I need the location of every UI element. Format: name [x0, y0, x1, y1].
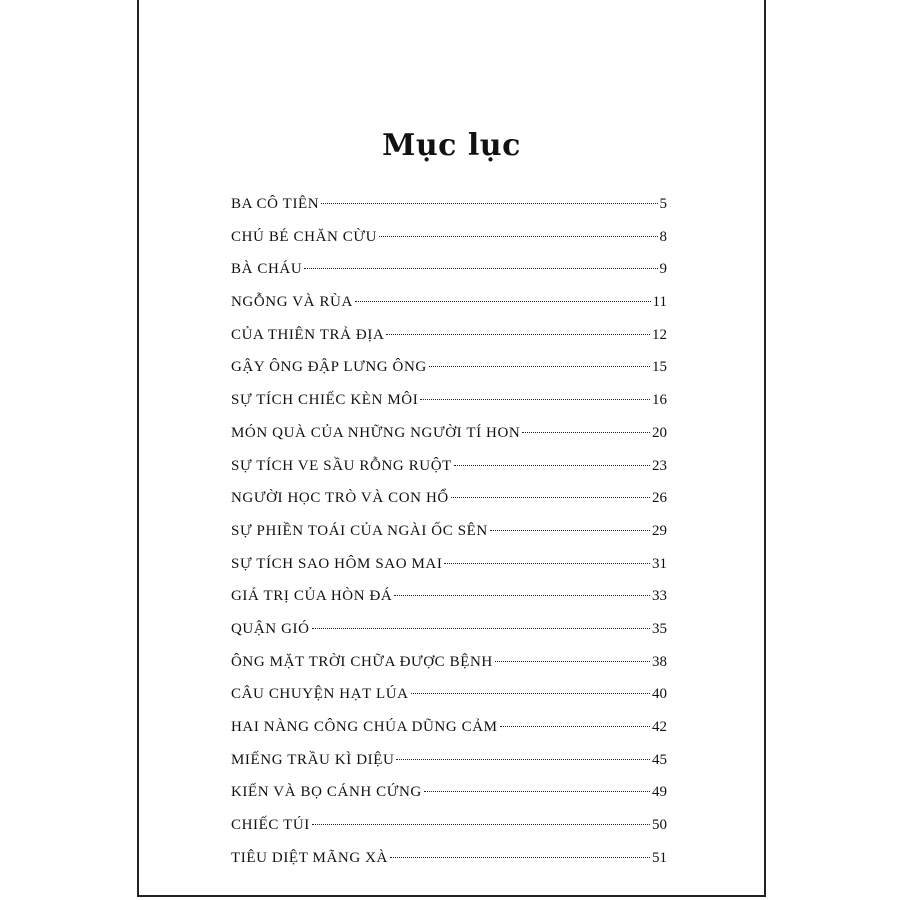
dot-leader [390, 857, 650, 858]
toc-entry-title: MÓN QUÀ CỦA NHỮNG NGƯỜI TÍ HON [231, 424, 521, 441]
dot-leader [411, 693, 650, 694]
toc-entry [231, 392, 667, 425]
toc-entry-title: CỦA THIÊN TRẢ ĐỊA [231, 326, 385, 343]
dot-leader [312, 628, 650, 629]
toc-entry [231, 196, 667, 229]
toc-entry-title: GẬY ÔNG ĐẬP LƯNG ÔNG [231, 359, 427, 376]
dot-leader [454, 465, 650, 466]
toc-entry-page-number: 49 [652, 784, 667, 801]
toc-entry [231, 261, 667, 294]
dot-leader [451, 497, 650, 498]
dot-leader [424, 791, 650, 792]
toc-entry-title: NGỖNG VÀ RÙA [231, 294, 353, 311]
dot-leader [420, 399, 650, 400]
toc-entry-title: NGƯỜI HỌC TRÒ VÀ CON HỔ [231, 490, 449, 507]
toc-entry-page-number: 42 [652, 719, 667, 735]
toc-entry-page-number: 16 [652, 392, 667, 409]
toc-entry [231, 327, 667, 360]
toc-entry-page-number: 9 [659, 261, 667, 278]
toc-entry [231, 359, 667, 392]
toc-entry-page-number: 5 [659, 196, 667, 212]
toc-entry [231, 686, 667, 719]
toc-entry-title: SỰ TÍCH VE SẦU RỖNG RUỘT [231, 457, 452, 474]
toc-entry-page-number: 20 [652, 424, 667, 441]
toc-entry-page-number: 26 [652, 490, 667, 507]
toc-entry [231, 621, 667, 654]
toc-entry-title: CHIẾC TÚI [231, 817, 310, 834]
dot-leader [312, 824, 650, 825]
dot-leader [500, 726, 650, 727]
toc-entry [231, 588, 667, 621]
toc-entry-title: HAI NÀNG CÔNG CHÚA DŨNG CẢM [231, 719, 498, 735]
dot-leader [490, 530, 650, 531]
dot-leader [304, 268, 657, 269]
toc-entry-page-number: 45 [652, 751, 667, 768]
toc-entry [231, 556, 667, 589]
toc-entry-title: GIÁ TRỊ CỦA HÒN ĐÁ [231, 588, 393, 605]
toc-entry-page-number: 15 [652, 359, 667, 376]
dot-leader [495, 661, 650, 662]
toc-entry-title: ÔNG MẶT TRỜI CHỮA ĐƯỢC BỆNH [231, 653, 493, 670]
toc-entry [231, 654, 667, 687]
toc-entry-title: CHÚ BÉ CHĂN CỪU [231, 228, 378, 245]
toc-entry [231, 817, 667, 850]
toc-entry-page-number: 40 [652, 686, 667, 703]
dot-leader [355, 301, 651, 302]
dot-leader [321, 203, 657, 204]
toc-entry [231, 425, 667, 458]
toc-entry [231, 490, 667, 523]
toc-entry-title: CÂU CHUYỆN HẠT LÚA [231, 686, 409, 703]
toc-entry [231, 294, 667, 327]
dot-leader [379, 236, 657, 237]
toc-entry-page-number: 29 [652, 522, 667, 539]
dot-leader [429, 366, 650, 367]
toc-entry-title: MIẾNG TRẦU KÌ DIỆU [231, 751, 395, 768]
dot-leader [396, 759, 650, 760]
toc-entry [231, 458, 667, 491]
toc-entry-page-number: 12 [652, 326, 667, 343]
dot-leader [394, 595, 650, 596]
page-title: Mục lục [382, 128, 521, 163]
toc-entry-title: QUẬN GIÓ [231, 620, 310, 637]
toc-entry-page-number: 33 [652, 588, 667, 605]
toc-entry-title: BA CÔ TIÊN [231, 196, 320, 212]
toc-entry [231, 229, 667, 262]
toc-entry [231, 850, 667, 883]
toc-entry [231, 719, 667, 752]
toc-entry-title: SỰ TÍCH SAO HÔM SAO MAI [231, 555, 443, 572]
toc-entry [231, 752, 667, 785]
toc-entry-title: BÀ CHÁU [231, 261, 303, 278]
table-of-contents [231, 196, 667, 882]
toc-entry-page-number: 11 [652, 294, 667, 311]
dot-leader [444, 563, 650, 564]
toc-entry [231, 784, 667, 817]
toc-entry-page-number: 35 [652, 620, 667, 637]
toc-entry-page-number: 38 [652, 653, 667, 670]
toc-entry-title: SỰ PHIỀN TOÁI CỦA NGÀI ỐC SÊN [231, 522, 488, 539]
toc-entry-title: KIẾN VÀ BỌ CÁNH CỨNG [231, 784, 422, 801]
toc-entry-title: TIÊU DIỆT MÃNG XÀ [231, 849, 388, 866]
toc-entry-page-number: 8 [659, 228, 667, 245]
book-page [137, 0, 766, 897]
toc-entry-page-number: 23 [652, 457, 667, 474]
toc-entry [231, 523, 667, 556]
toc-entry-title: SỰ TÍCH CHIẾC KÈN MÔI [231, 392, 419, 409]
toc-entry-page-number: 31 [652, 555, 667, 572]
toc-entry-page-number: 50 [652, 817, 667, 834]
toc-entry-page-number: 51 [652, 849, 667, 866]
dot-leader [522, 432, 650, 433]
dot-leader [386, 334, 650, 335]
